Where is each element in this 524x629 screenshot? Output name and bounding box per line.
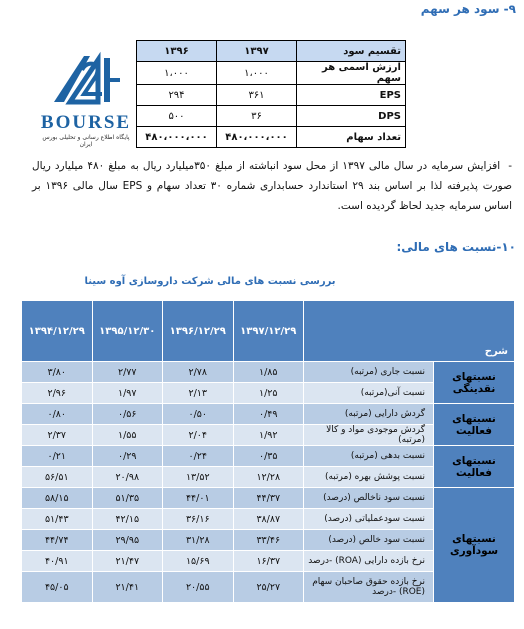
eps-cell: ۱،۰۰۰ bbox=[137, 62, 217, 85]
logo-subtitle: پایگاه اطلاع رسانی و تحلیلی بورس ایران bbox=[42, 134, 130, 148]
year-header: ۱۳۹۵/۱۲/۳۰ bbox=[92, 301, 163, 362]
eps-header-1396: ۱۳۹۶ bbox=[137, 41, 217, 62]
ratio-value: ۵۶/۵۱ bbox=[22, 467, 93, 488]
ratio-group-label: نسبتهای سودآوری bbox=[434, 488, 515, 603]
ratio-name: نسبت سود ناخالص (درصد) bbox=[304, 488, 434, 509]
year-header: ۱۳۹۴/۱۲/۲۹ bbox=[22, 301, 93, 362]
logo-brand-text: BOURSE bbox=[40, 112, 132, 133]
ratio-value: ۱/۵۵ bbox=[92, 425, 163, 446]
ratio-value: ۲/۷۸ bbox=[163, 362, 234, 383]
table-row bbox=[22, 404, 515, 425]
ratio-value: ۲/۰۴ bbox=[163, 425, 234, 446]
logo-mark-icon bbox=[40, 50, 132, 114]
ratio-value: ۱/۹۷ bbox=[92, 383, 163, 404]
eps-cell: ۳۶ bbox=[217, 106, 297, 127]
ratio-value: ۲/۷۷ bbox=[92, 362, 163, 383]
ratio-value: ۲/۱۳ bbox=[163, 383, 234, 404]
bourse-logo bbox=[40, 50, 132, 148]
ratio-value: ۱۵/۶۹ bbox=[163, 551, 234, 572]
eps-cell: ۳۶۱ bbox=[217, 85, 297, 106]
ratio-name: نسبت جاری (مرتبه) bbox=[304, 362, 434, 383]
ratio-value: ۰/۲۴ bbox=[163, 446, 234, 467]
eps-row bbox=[137, 127, 406, 148]
ratio-value: ۰/۲۱ bbox=[22, 446, 93, 467]
capital-increase-note bbox=[32, 156, 512, 216]
ratios-table bbox=[21, 300, 515, 603]
ratio-value: ۱/۸۵ bbox=[233, 362, 304, 383]
eps-header-1397: ۱۳۹۷ bbox=[217, 41, 297, 62]
ratio-value: ۰/۵۰ bbox=[163, 404, 234, 425]
ratio-group-label: نسبتهای نقدینگی bbox=[434, 362, 515, 404]
table-row bbox=[22, 362, 515, 383]
ratio-name: نسبت پوشش بهره (مرتبه) bbox=[304, 467, 434, 488]
ratio-value: ۵۸/۱۵ bbox=[22, 488, 93, 509]
ratio-value: ۰/۵۶ bbox=[92, 404, 163, 425]
eps-cell: ۲۹۴ bbox=[137, 85, 217, 106]
ratio-value: ۴۴/۷۴ bbox=[22, 530, 93, 551]
section-9-heading: ۹- سود هر سهم bbox=[420, 2, 516, 16]
ratio-value: ۴۰/۹۱ bbox=[22, 551, 93, 572]
ratio-name: نسبت بدهی (مرتبه) bbox=[304, 446, 434, 467]
ratios-caption: بررسی نسبت های مالی شرکت داروسازی آوه سینا bbox=[84, 276, 336, 287]
ratio-value: ۵۱/۴۳ bbox=[22, 509, 93, 530]
ratio-value: ۰/۴۹ bbox=[233, 404, 304, 425]
ratio-value: ۴۲/۱۵ bbox=[92, 509, 163, 530]
ratio-value: ۲۹/۹۵ bbox=[92, 530, 163, 551]
year-header: ۱۳۹۷/۱۲/۲۹ bbox=[233, 301, 304, 362]
ratio-value: ۳۸/۸۷ bbox=[233, 509, 304, 530]
ratios-header-label: شرح bbox=[304, 301, 515, 362]
eps-row-label: ارزش اسمی هر سهم bbox=[297, 62, 406, 85]
ratio-value: ۲۰/۹۸ bbox=[92, 467, 163, 488]
ratio-name: نسبت سود خالص (درصد) bbox=[304, 530, 434, 551]
ratio-value: ۱/۲۵ bbox=[233, 383, 304, 404]
ratio-value: ۰/۸۰ bbox=[22, 404, 93, 425]
eps-cell: ۱،۰۰۰ bbox=[217, 62, 297, 85]
ratio-value: ۲۱/۴۷ bbox=[92, 551, 163, 572]
year-header: ۱۳۹۶/۱۲/۲۹ bbox=[163, 301, 234, 362]
eps-table bbox=[136, 40, 406, 148]
ratio-value: ۲/۳۷ bbox=[22, 425, 93, 446]
section-10-heading: ۱۰-نسبت های مالی: bbox=[396, 240, 516, 254]
eps-cell: ۴۸۰،۰۰۰،۰۰۰ bbox=[217, 127, 297, 148]
capital-increase-text: افزایش سرمایه در سال مالی ۱۳۹۷ از محل سود انباشته از مبلغ ۳۵۰میلیارد ریال به مبلغ ۴۸۰ میلیارد ریال صورت پذیرفته لذا بر اساس بند ۲۹ استاندارد حسابداری شماره ۳۰ تعداد سهام و EPS سال مالی ۱۳۹۶ بر اساس سرمایه جدید لحاظ گردیده است. bbox=[32, 160, 512, 212]
ratio-group-label: نسبتهای فعالیت bbox=[434, 404, 515, 446]
bullet-dash: - bbox=[508, 160, 512, 172]
ratio-name: نسبت سودعملیاتی (درصد) bbox=[304, 509, 434, 530]
eps-row bbox=[137, 106, 406, 127]
ratio-value: ۴۴/۳۷ bbox=[233, 488, 304, 509]
ratio-name: گردش دارایی (مرتبه) bbox=[304, 404, 434, 425]
eps-cell: ۵۰۰ bbox=[137, 106, 217, 127]
ratio-value: ۲۰/۵۵ bbox=[163, 572, 234, 603]
ratio-value: ۲/۹۶ bbox=[22, 383, 93, 404]
ratio-value: ۱۶/۳۷ bbox=[233, 551, 304, 572]
ratio-value: ۳/۸۰ bbox=[22, 362, 93, 383]
table-row bbox=[22, 446, 515, 467]
ratio-value: ۲۵/۲۷ bbox=[233, 572, 304, 603]
ratio-name: گردش موجودی مواد و کالا (مرتبه) bbox=[304, 425, 434, 446]
ratio-value: ۳۱/۲۸ bbox=[163, 530, 234, 551]
ratio-value: ۱/۹۲ bbox=[233, 425, 304, 446]
ratio-value: ۴۵/۰۵ bbox=[22, 572, 93, 603]
ratio-value: ۳۶/۱۶ bbox=[163, 509, 234, 530]
ratio-name: نرخ بازده دارایی (ROA) -درصد bbox=[304, 551, 434, 572]
ratio-value: ۱۳/۵۲ bbox=[163, 467, 234, 488]
ratio-value: ۵۱/۳۵ bbox=[92, 488, 163, 509]
ratio-name: نسبت آنی(مرتبه) bbox=[304, 383, 434, 404]
ratio-value: ۱۲/۲۸ bbox=[233, 467, 304, 488]
ratio-name: نرخ بازده حقوق صاحبان سهام (ROE) -درصد bbox=[304, 572, 434, 603]
eps-header-label: تقسیم سود bbox=[297, 41, 406, 62]
eps-row bbox=[137, 62, 406, 85]
eps-row-label: EPS bbox=[297, 85, 406, 106]
table-row bbox=[22, 488, 515, 509]
eps-row-label: تعداد سهام bbox=[297, 127, 406, 148]
ratio-value: ۲۱/۴۱ bbox=[92, 572, 163, 603]
ratio-value: ۰/۳۵ bbox=[233, 446, 304, 467]
ratio-group-label: نسبتهای فعالیت bbox=[434, 446, 515, 488]
eps-row-label: DPS bbox=[297, 106, 406, 127]
eps-row bbox=[137, 85, 406, 106]
eps-cell: ۴۸۰،۰۰۰،۰۰۰ bbox=[137, 127, 217, 148]
ratio-value: ۴۴/۰۱ bbox=[163, 488, 234, 509]
ratio-value: ۳۳/۴۶ bbox=[233, 530, 304, 551]
ratio-value: ۰/۲۹ bbox=[92, 446, 163, 467]
